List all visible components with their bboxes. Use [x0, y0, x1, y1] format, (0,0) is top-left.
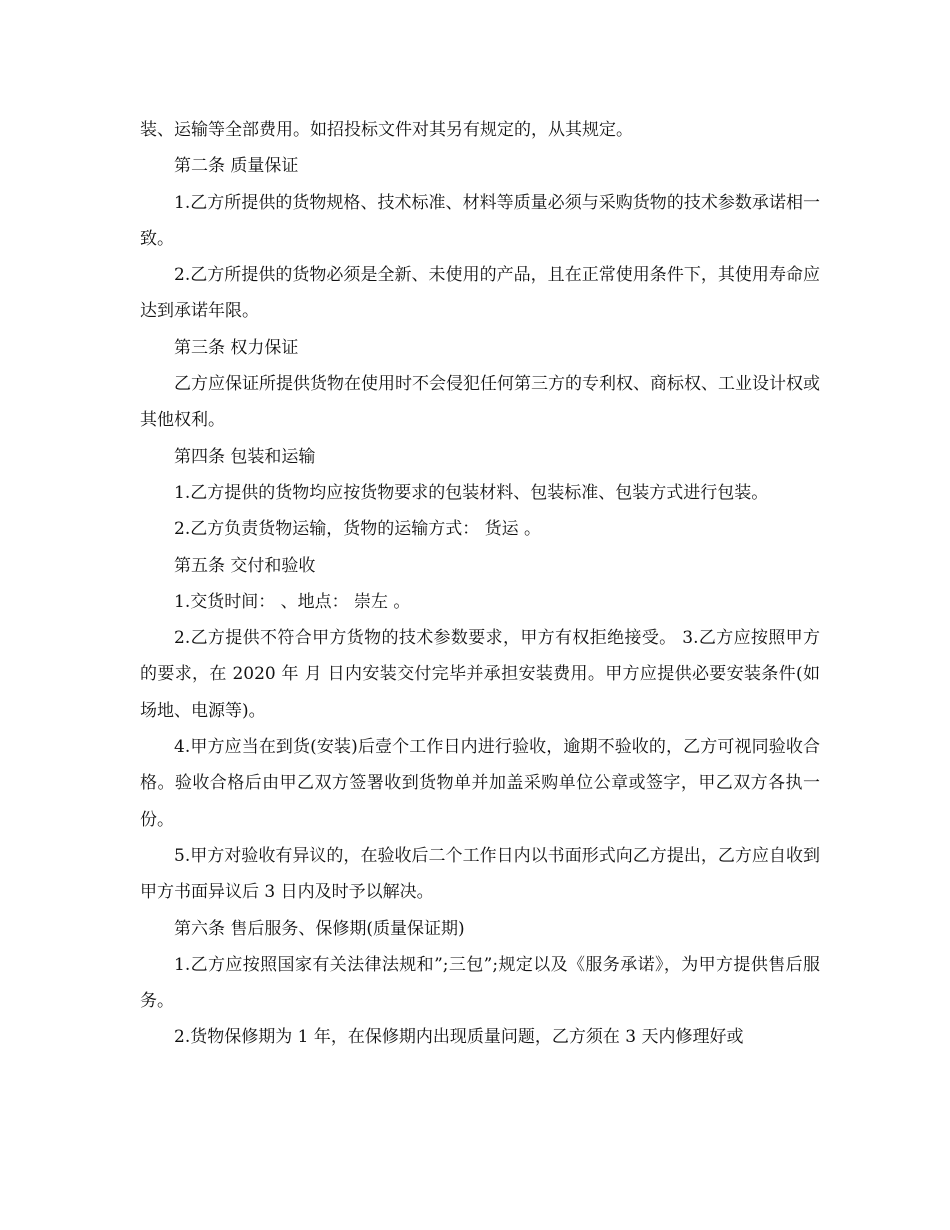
section-heading-4: 第四条 包装和运输 [174, 446, 316, 467]
section-heading-5: 第五条 交付和验收 [174, 555, 316, 576]
paragraph-17: 2.货物保修期为 1 年，在保修期内出现质量问题，乙方须在 3 天内修理好或 [174, 1027, 744, 1048]
paragraph-12: 2.乙方提供不符合甲方货物的技术参数要求，甲方有权拒绝接受。 3.乙方应按照甲方的要求，在 2020 年 月 日内安装交付完毕并承担安装费用。甲方应提供必要安装条件(如场地、电源等)。 [140, 628, 820, 721]
paragraph-1: 装、运输等全部费用。如招投标文件对其另有规定的，从其规定。 [140, 120, 633, 140]
paragraph-6: 乙方应保证所提供货物在使用时不会侵犯任何第三方的专利权、商标权、工业设计权或其他权利。 [140, 374, 820, 431]
paragraph-14: 5.甲方对验收有异议的，在验收后二个工作日内以书面形式向乙方提出，乙方应自收到甲方书面异议后 3 日内及时予以解决。 [140, 845, 820, 903]
paragraph-11: 1.交货时间： 、地点： 崇左 。 [174, 591, 411, 612]
paragraph-3: 1.乙方所提供的货物规格、技术标准、材料等质量必须与采购货物的技术参数承诺相一致。 [140, 192, 820, 249]
paragraph-9: 2.乙方负责货物运输，货物的运输方式： 货运 。 [174, 519, 542, 540]
section-heading-6: 第六条 售后服务、保修期(质量保证期) [174, 918, 465, 939]
paragraph-13: 4.甲方应当在到货(安装)后壹个工作日内进行验收，逾期不验收的，乙方可视同验收合格。验收合格后由甲乙双方签署收到货物单并加盖采购单位公章或签字，甲乙双方各执一份。 [140, 737, 820, 830]
paragraph-4: 2.乙方所提供的货物必须是全新、未使用的产品，且在正常使用条件下，其使用寿命应达到承诺年限。 [140, 265, 820, 322]
section-heading-2: 第二条 质量保证 [174, 156, 299, 177]
document-body [140, 112, 820, 1056]
section-heading-3: 第三条 权力保证 [174, 337, 299, 358]
paragraph-8: 1.乙方提供的货物均应按货物要求的包装材料、包装标准、包装方式进行包装。 [174, 482, 769, 503]
paragraph-16: 1.乙方应按照国家有关法律法规和”;三包”;规定以及《服务承诺》，为甲方提供售后服务。 [140, 954, 820, 1012]
